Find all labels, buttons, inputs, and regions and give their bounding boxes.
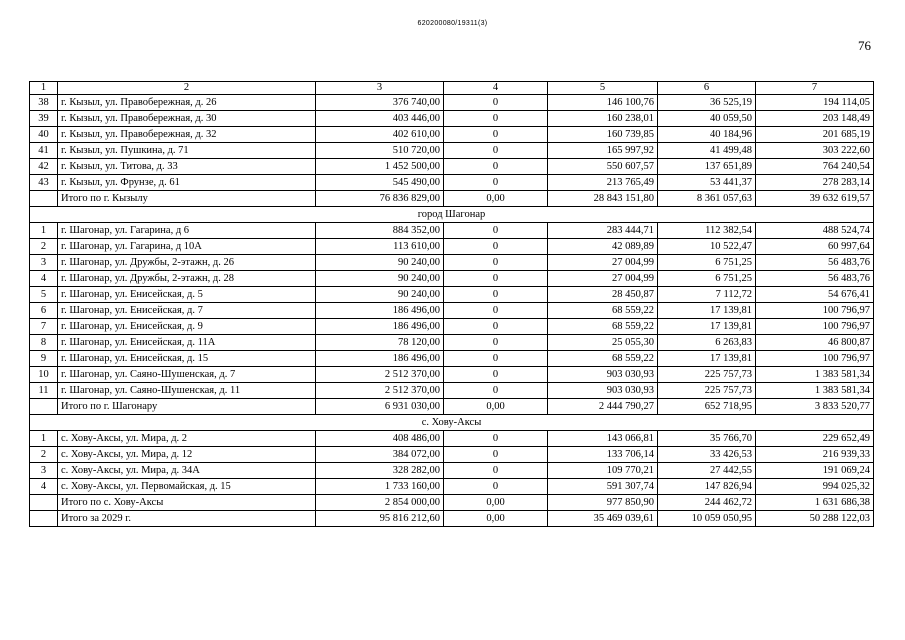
column-number: 2 <box>58 82 316 95</box>
amount-cell: 0 <box>444 479 548 495</box>
amount-cell: 17 139,81 <box>658 319 756 335</box>
amount-cell: 6 263,83 <box>658 335 756 351</box>
amount-cell: 25 055,30 <box>548 335 658 351</box>
amount-cell: 0 <box>444 223 548 239</box>
column-number-row <box>30 82 874 95</box>
address-cell: Итого по с. Хову-Аксы <box>58 495 316 511</box>
row-number: 9 <box>30 351 58 367</box>
amount-cell: 143 066,81 <box>548 431 658 447</box>
row-number: 41 <box>30 143 58 159</box>
amount-cell: 903 030,93 <box>548 367 658 383</box>
table-row <box>30 223 874 239</box>
address-cell: Итого за 2029 г. <box>58 511 316 527</box>
address-cell: с. Хову-Аксы, ул. Мира, д. 12 <box>58 447 316 463</box>
amount-cell: 41 499,48 <box>658 143 756 159</box>
amount-cell: 0 <box>444 463 548 479</box>
amount-cell: 0 <box>444 111 548 127</box>
amount-cell: 68 559,22 <box>548 319 658 335</box>
amount-cell: 2 512 370,00 <box>316 383 444 399</box>
row-number <box>30 399 58 415</box>
amount-cell: 160 739,85 <box>548 127 658 143</box>
amount-cell: 0 <box>444 431 548 447</box>
row-number: 42 <box>30 159 58 175</box>
amount-cell: 186 496,00 <box>316 351 444 367</box>
amount-cell: 109 770,21 <box>548 463 658 479</box>
amount-cell: 550 607,57 <box>548 159 658 175</box>
row-number: 40 <box>30 127 58 143</box>
row-number <box>30 511 58 527</box>
amount-cell: 50 288 122,03 <box>756 511 874 527</box>
address-cell: г. Кызыл, ул. Правобережная, д. 32 <box>58 127 316 143</box>
amount-cell: 33 426,53 <box>658 447 756 463</box>
table-row <box>30 367 874 383</box>
amount-cell: 160 238,01 <box>548 111 658 127</box>
table-row <box>30 239 874 255</box>
section-title: город Шагонар <box>30 207 874 223</box>
address-cell: Итого по г. Шагонару <box>58 399 316 415</box>
address-cell: с. Хову-Аксы, ул. Мира, д. 34А <box>58 463 316 479</box>
row-number: 10 <box>30 367 58 383</box>
address-cell: г. Шагонар, ул. Саяно-Шушенская, д. 7 <box>58 367 316 383</box>
amount-cell: 216 939,33 <box>756 447 874 463</box>
amount-cell: 545 490,00 <box>316 175 444 191</box>
amount-cell: 40 059,50 <box>658 111 756 127</box>
amount-cell: 147 826,94 <box>658 479 756 495</box>
page-number: 76 <box>858 38 871 53</box>
table-row <box>30 143 874 159</box>
amount-cell: 6 751,25 <box>658 255 756 271</box>
table-row <box>30 127 874 143</box>
address-cell: с. Хову-Аксы, ул. Первомайская, д. 15 <box>58 479 316 495</box>
address-cell: г. Шагонар, ул. Енисейская, д. 7 <box>58 303 316 319</box>
amount-cell: 903 030,93 <box>548 383 658 399</box>
amount-cell: 56 483,76 <box>756 271 874 287</box>
amount-cell: 100 796,97 <box>756 351 874 367</box>
amount-cell: 165 997,92 <box>548 143 658 159</box>
table-row <box>30 463 874 479</box>
amount-cell: 113 610,00 <box>316 239 444 255</box>
amount-cell: 278 283,14 <box>756 175 874 191</box>
column-number: 6 <box>658 82 756 95</box>
row-number: 4 <box>30 271 58 287</box>
amount-cell: 133 706,14 <box>548 447 658 463</box>
table-row <box>30 431 874 447</box>
amount-cell: 42 089,89 <box>548 239 658 255</box>
amount-cell: 28 843 151,80 <box>548 191 658 207</box>
table-row <box>30 175 874 191</box>
amount-cell: 0,00 <box>444 191 548 207</box>
amount-cell: 17 139,81 <box>658 303 756 319</box>
amount-cell: 40 184,96 <box>658 127 756 143</box>
amount-cell: 46 800,87 <box>756 335 874 351</box>
amount-cell: 112 382,54 <box>658 223 756 239</box>
amount-cell: 10 059 050,95 <box>658 511 756 527</box>
amount-cell: 194 114,05 <box>756 95 874 111</box>
table-row <box>30 255 874 271</box>
row-number: 1 <box>30 431 58 447</box>
amount-cell: 403 446,00 <box>316 111 444 127</box>
amount-cell: 95 816 212,60 <box>316 511 444 527</box>
total-row <box>30 495 874 511</box>
amount-cell: 6 931 030,00 <box>316 399 444 415</box>
amount-cell: 54 676,41 <box>756 287 874 303</box>
table-row <box>30 287 874 303</box>
column-number: 5 <box>548 82 658 95</box>
amount-cell: 0 <box>444 127 548 143</box>
amount-cell: 283 444,71 <box>548 223 658 239</box>
amount-cell: 203 148,49 <box>756 111 874 127</box>
address-cell: г. Шагонар, ул. Гагарина, д 10А <box>58 239 316 255</box>
amount-cell: 10 522,47 <box>658 239 756 255</box>
address-cell: г. Шагонар, ул. Енисейская, д. 9 <box>58 319 316 335</box>
table-row <box>30 159 874 175</box>
amount-cell: 2 444 790,27 <box>548 399 658 415</box>
amount-cell: 90 240,00 <box>316 255 444 271</box>
amount-cell: 225 757,73 <box>658 367 756 383</box>
table-row <box>30 335 874 351</box>
amount-cell: 652 718,95 <box>658 399 756 415</box>
section-title: с. Хову-Аксы <box>30 415 874 431</box>
row-number: 2 <box>30 239 58 255</box>
amount-cell: 186 496,00 <box>316 303 444 319</box>
address-cell: г. Кызыл, ул. Правобережная, д. 26 <box>58 95 316 111</box>
amount-cell: 977 850,90 <box>548 495 658 511</box>
amount-cell: 78 120,00 <box>316 335 444 351</box>
amount-cell: 229 652,49 <box>756 431 874 447</box>
data-table <box>29 81 874 527</box>
amount-cell: 0 <box>444 287 548 303</box>
amount-cell: 591 307,74 <box>548 479 658 495</box>
amount-cell: 146 100,76 <box>548 95 658 111</box>
amount-cell: 27 004,99 <box>548 255 658 271</box>
amount-cell: 0 <box>444 447 548 463</box>
amount-cell: 225 757,73 <box>658 383 756 399</box>
amount-cell: 39 632 619,57 <box>756 191 874 207</box>
address-cell: г. Шагонар, ул. Саяно-Шушенская, д. 11 <box>58 383 316 399</box>
amount-cell: 0 <box>444 143 548 159</box>
amount-cell: 0 <box>444 303 548 319</box>
column-number: 4 <box>444 82 548 95</box>
amount-cell: 510 720,00 <box>316 143 444 159</box>
column-number: 7 <box>756 82 874 95</box>
amount-cell: 328 282,00 <box>316 463 444 479</box>
address-cell: г. Шагонар, ул. Енисейская, д. 5 <box>58 287 316 303</box>
table-row <box>30 303 874 319</box>
column-number: 3 <box>316 82 444 95</box>
section-header-row <box>30 207 874 223</box>
row-number: 4 <box>30 479 58 495</box>
address-cell: г. Шагонар, ул. Гагарина, д 6 <box>58 223 316 239</box>
amount-cell: 191 069,24 <box>756 463 874 479</box>
table-row <box>30 319 874 335</box>
amount-cell: 35 469 039,61 <box>548 511 658 527</box>
amount-cell: 1 452 500,00 <box>316 159 444 175</box>
amount-cell: 402 610,00 <box>316 127 444 143</box>
amount-cell: 1 383 581,34 <box>756 367 874 383</box>
table-row <box>30 383 874 399</box>
amount-cell: 100 796,97 <box>756 303 874 319</box>
amount-cell: 53 441,37 <box>658 175 756 191</box>
section-header-row <box>30 415 874 431</box>
row-number: 43 <box>30 175 58 191</box>
amount-cell: 17 139,81 <box>658 351 756 367</box>
amount-cell: 137 651,89 <box>658 159 756 175</box>
amount-cell: 100 796,97 <box>756 319 874 335</box>
address-cell: г. Шагонар, ул. Дружбы, 2-этажн, д. 26 <box>58 255 316 271</box>
amount-cell: 884 352,00 <box>316 223 444 239</box>
amount-cell: 6 751,25 <box>658 271 756 287</box>
row-number: 1 <box>30 223 58 239</box>
address-cell: с. Хову-Аксы, ул. Мира, д. 2 <box>58 431 316 447</box>
amount-cell: 3 833 520,77 <box>756 399 874 415</box>
amount-cell: 0 <box>444 95 548 111</box>
address-cell: г. Шагонар, ул. Енисейская, д. 11А <box>58 335 316 351</box>
amount-cell: 0,00 <box>444 495 548 511</box>
address-cell: г. Кызыл, ул. Пушкина, д. 71 <box>58 143 316 159</box>
amount-cell: 488 524,74 <box>756 223 874 239</box>
amount-cell: 303 222,60 <box>756 143 874 159</box>
column-number: 1 <box>30 82 58 95</box>
amount-cell: 0 <box>444 335 548 351</box>
amount-cell: 90 240,00 <box>316 287 444 303</box>
row-number: 11 <box>30 383 58 399</box>
amount-cell: 0 <box>444 175 548 191</box>
row-number: 3 <box>30 255 58 271</box>
amount-cell: 213 765,49 <box>548 175 658 191</box>
table-row <box>30 479 874 495</box>
amount-cell: 186 496,00 <box>316 319 444 335</box>
total-row <box>30 399 874 415</box>
amount-cell: 36 525,19 <box>658 95 756 111</box>
amount-cell: 7 112,72 <box>658 287 756 303</box>
amount-cell: 90 240,00 <box>316 271 444 287</box>
table-row <box>30 95 874 111</box>
amount-cell: 0 <box>444 239 548 255</box>
amount-cell: 27 004,99 <box>548 271 658 287</box>
amount-cell: 1 733 160,00 <box>316 479 444 495</box>
amount-cell: 201 685,19 <box>756 127 874 143</box>
amount-cell: 35 766,70 <box>658 431 756 447</box>
total-row <box>30 511 874 527</box>
address-cell: г. Кызыл, ул. Титова, д. 33 <box>58 159 316 175</box>
amount-cell: 2 512 370,00 <box>316 367 444 383</box>
row-number: 3 <box>30 463 58 479</box>
table-row <box>30 271 874 287</box>
row-number <box>30 191 58 207</box>
table-body <box>30 82 874 527</box>
amount-cell: 76 836 829,00 <box>316 191 444 207</box>
row-number: 8 <box>30 335 58 351</box>
amount-cell: 8 361 057,63 <box>658 191 756 207</box>
amount-cell: 376 740,00 <box>316 95 444 111</box>
row-number: 2 <box>30 447 58 463</box>
amount-cell: 244 462,72 <box>658 495 756 511</box>
address-cell: г. Шагонар, ул. Дружбы, 2-этажн, д. 28 <box>58 271 316 287</box>
amount-cell: 68 559,22 <box>548 351 658 367</box>
address-cell: г. Кызыл, ул. Фрунзе, д. 61 <box>58 175 316 191</box>
amount-cell: 994 025,32 <box>756 479 874 495</box>
document-header-code: 620200080/19311(3) <box>417 20 488 27</box>
amount-cell: 27 442,55 <box>658 463 756 479</box>
amount-cell: 0 <box>444 255 548 271</box>
address-cell: Итого по г. Кызылу <box>58 191 316 207</box>
amount-cell: 0 <box>444 351 548 367</box>
amount-cell: 0 <box>444 271 548 287</box>
amount-cell: 0,00 <box>444 399 548 415</box>
total-row <box>30 191 874 207</box>
amount-cell: 0,00 <box>444 511 548 527</box>
row-number: 5 <box>30 287 58 303</box>
table-row <box>30 351 874 367</box>
row-number <box>30 495 58 511</box>
amount-cell: 2 854 000,00 <box>316 495 444 511</box>
row-number: 6 <box>30 303 58 319</box>
amount-cell: 384 072,00 <box>316 447 444 463</box>
amount-cell: 0 <box>444 319 548 335</box>
row-number: 38 <box>30 95 58 111</box>
amount-cell: 1 631 686,38 <box>756 495 874 511</box>
row-number: 39 <box>30 111 58 127</box>
amount-cell: 68 559,22 <box>548 303 658 319</box>
amount-cell: 0 <box>444 159 548 175</box>
amount-cell: 764 240,54 <box>756 159 874 175</box>
amount-cell: 60 997,64 <box>756 239 874 255</box>
row-number: 7 <box>30 319 58 335</box>
amount-cell: 0 <box>444 367 548 383</box>
amount-cell: 408 486,00 <box>316 431 444 447</box>
amount-cell: 28 450,87 <box>548 287 658 303</box>
table-row <box>30 447 874 463</box>
address-cell: г. Шагонар, ул. Енисейская, д. 15 <box>58 351 316 367</box>
address-cell: г. Кызыл, ул. Правобережная, д. 30 <box>58 111 316 127</box>
amount-cell: 0 <box>444 383 548 399</box>
amount-cell: 56 483,76 <box>756 255 874 271</box>
amount-cell: 1 383 581,34 <box>756 383 874 399</box>
table-row <box>30 111 874 127</box>
